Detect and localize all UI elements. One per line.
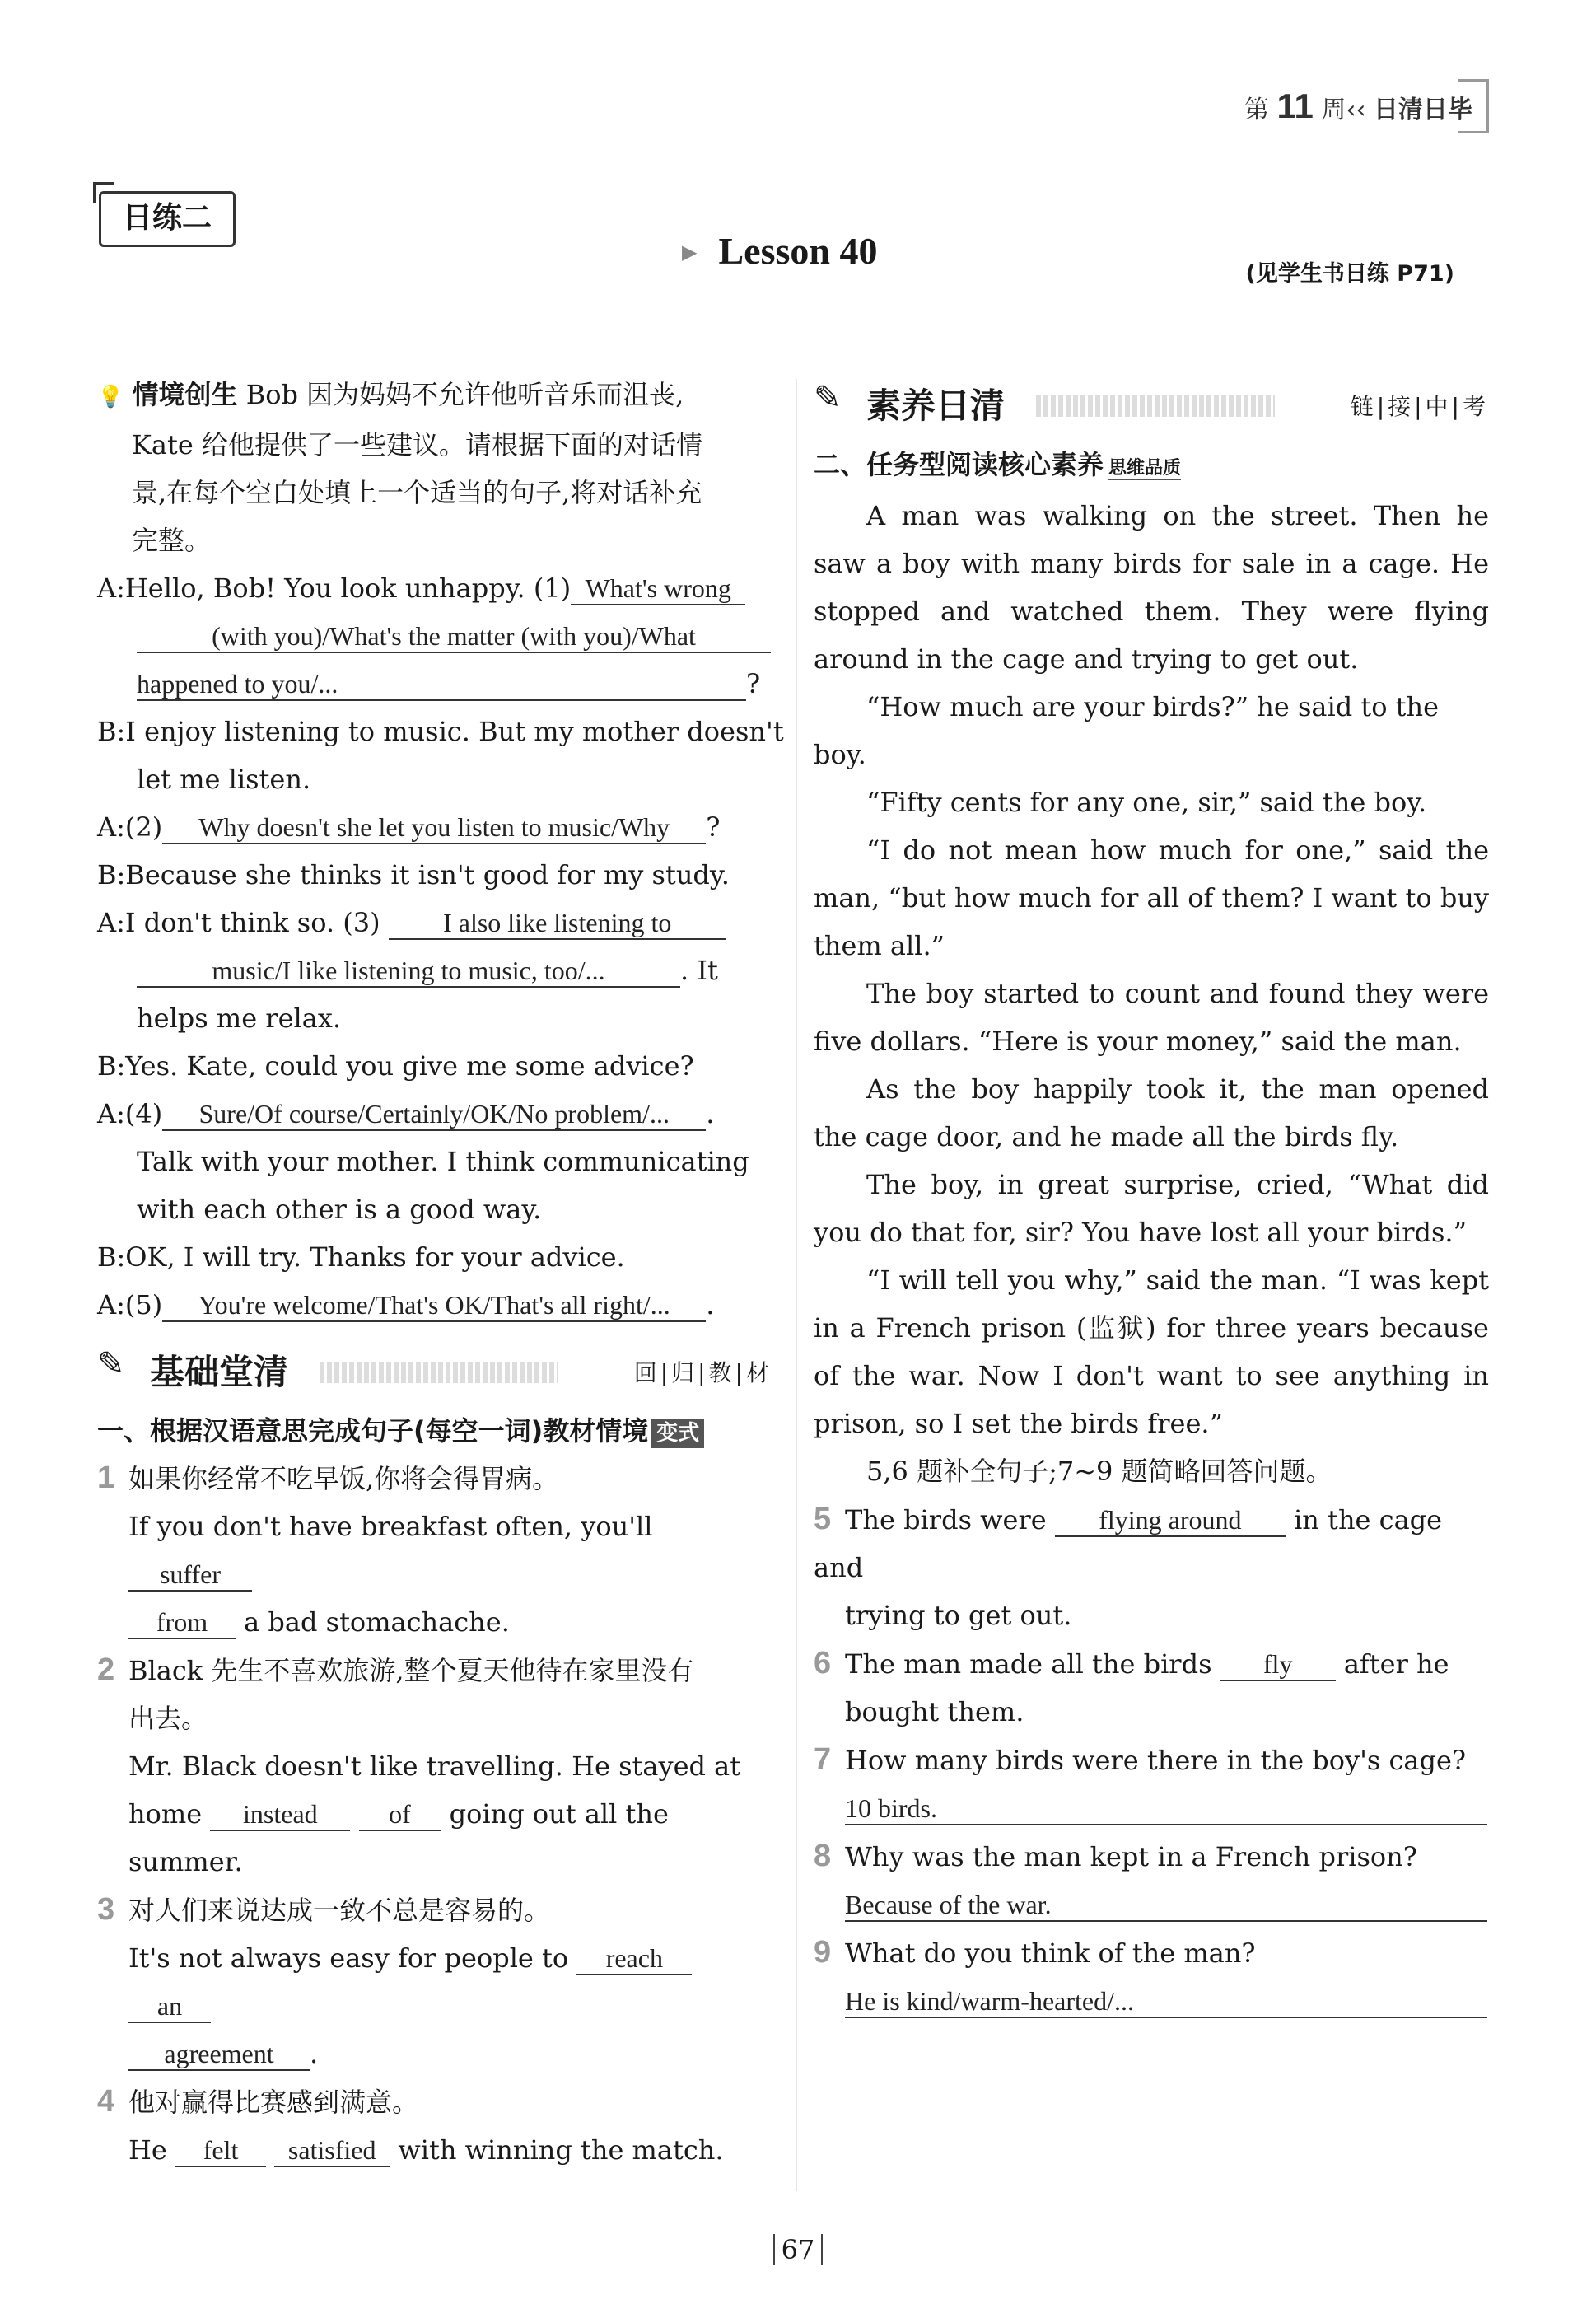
q3-answer-1: reach [576, 1943, 692, 1975]
intro-text-2: Kate 给他提供了一些建议。请根据下面的对话情 [132, 429, 702, 460]
q4-english-pre: He [128, 2134, 167, 2166]
literacy-subtitle-text: 二、任务型阅读核心素养 [814, 449, 1104, 480]
q4-answer-1: felt [175, 2135, 266, 2167]
q3-chinese: 对人们来说达成一致不总是容易的。 [128, 1895, 551, 1926]
week-suffix: 周‹‹ [1321, 96, 1366, 124]
basic-tags: 回|归|教|材 [633, 1359, 772, 1386]
dialogue-line-5c: helps me relax. [137, 1003, 342, 1034]
basic-question-4 [97, 2078, 772, 2174]
passage-paragraph-2: “How much are your birds?” he said to the boy. [814, 691, 1440, 770]
q2-answer-2: of [359, 1799, 441, 1831]
answer-3b: music/I like listening to music, too/... [137, 956, 680, 988]
answer-3a: I also like listening to [389, 908, 726, 940]
instruction: 5,6 题补全句子;7~9 题简略回答问题。 [866, 1456, 1332, 1487]
basic-question-1 [97, 1454, 772, 1646]
question-number: 8 [814, 1839, 832, 1873]
answer-1c: happened to you/... [137, 669, 746, 701]
q2-english-post: going out all the [449, 1798, 669, 1830]
dialogue-line-5 [97, 899, 772, 947]
reading-question-9 [814, 1928, 1489, 2025]
lesson-arrow-icon: ▶ [682, 241, 698, 264]
q6-post: after he [1343, 1648, 1449, 1680]
q5-answer: flying around [1055, 1505, 1286, 1537]
question-number: 4 [97, 2084, 115, 2119]
series-name: 日清日毕 [1374, 96, 1472, 124]
intro-text-1: Bob 因为妈妈不允许他听音乐而沮丧, [245, 379, 684, 410]
bulb-icon: 💡 [97, 385, 124, 409]
dialogue-line-1c [97, 660, 772, 708]
q1-answer-2: from [128, 1607, 236, 1639]
q7-answer: 10 birds. [845, 1793, 1487, 1825]
basic-question-3 [97, 1886, 772, 2078]
basic-subtitle [97, 1408, 772, 1454]
week-number: 11 [1276, 86, 1314, 125]
answer-2: Why doesn't she let you listen to music/Why [162, 812, 706, 844]
dialogue-a2-prefix: A:(2) [97, 811, 163, 843]
dialogue-line-4: B:Because she thinks it isn't good for my study. [97, 859, 730, 890]
intro [97, 371, 772, 421]
pen-icon: ✎ [97, 1345, 125, 1383]
reading-question-5 [814, 1495, 1489, 1639]
q1-chinese: 如果你经常不吃早饭,你将会得胃病。 [128, 1463, 559, 1494]
basic-subtitle-text: 一、根据汉语意思完成句子(每空一词)教材情境 [97, 1415, 649, 1447]
dialogue-a3-suffix: . It [680, 955, 718, 986]
q3-english-pre: It's not always easy for people to [128, 1942, 569, 1974]
answer-4: Sure/Of course/Certainly/OK/No problem/... [162, 1099, 706, 1131]
title-shade [1036, 395, 1275, 417]
basic-section-header [97, 1337, 772, 1403]
dialogue-a4-prefix: A:(4) [97, 1098, 163, 1129]
lesson-title: Lesson 40 [718, 230, 878, 272]
column-divider [796, 379, 797, 2191]
page-number-text: 67 [773, 2234, 824, 2265]
right-column [814, 371, 1489, 2025]
see-reference: (见学生书日练 P71) [1245, 261, 1454, 287]
reading-question-8 [814, 1832, 1489, 1928]
intro-text-3: 景,在每个空白处填上一个适当的句子,将对话补充 [132, 477, 702, 508]
q2-chinese-2: 出去。 [128, 1703, 208, 1734]
literacy-subtitle [814, 442, 1489, 492]
literacy-title: 素养日清 [866, 386, 1006, 426]
passage-paragraph-1: A man was walking on the street. Then he saw a boy with many birds for sale in a cage. He stopped and watched them. They were flying around in the cage and trying to get out. [814, 500, 1489, 675]
dialogue-line-6: B:Yes. Kate, could you give me some advice? [97, 1050, 694, 1082]
reading-question-6 [814, 1639, 1489, 1736]
literacy-note: 思维品质 [1108, 458, 1182, 479]
question-number: 7 [814, 1742, 832, 1777]
q6-pre: The man made all the birds [845, 1648, 1212, 1680]
q4-english-post: with winning the match. [398, 2134, 724, 2166]
question-number: 3 [97, 1892, 115, 1927]
intro-label: 情境创生 [132, 379, 238, 410]
week-label [1244, 86, 1472, 126]
passage-paragraph-8: “I will tell you why,” said the man. “I was kept in a French prison (监狱) for three years because of the war. Now I don't want to see anything in prison, so I set the birds free.” [814, 1264, 1489, 1439]
dialogue-line-8: B:OK, I will try. Thanks for your advice. [97, 1241, 625, 1273]
left-column [97, 371, 784, 2174]
q2-chinese-1: Black 先生不喜欢旅游,整个夏天他待在家里没有 [128, 1655, 694, 1686]
basic-question-2 [97, 1646, 772, 1886]
dialogue-line-2: B:I enjoy listening to music. But my mother doesn't [97, 716, 784, 747]
q5-post: in the cage and [814, 1504, 1443, 1583]
literacy-tags: 链|接|中|考 [1350, 393, 1489, 420]
passage-paragraph-5: The boy started to count and found they were five dollars. “Here is your money,” said the man. [814, 978, 1489, 1057]
q4-answer-2: satisfied [274, 2135, 390, 2167]
q2-english-pre: home [128, 1798, 203, 1830]
q2-english-3: summer. [128, 1846, 243, 1877]
question-number: 5 [814, 1502, 832, 1536]
q8-answer: Because of the war. [845, 1890, 1487, 1922]
q2-answer-1: instead [210, 1799, 350, 1831]
answer-1a: What's wrong [571, 573, 745, 605]
reading-question-7 [814, 1736, 1489, 1832]
dialogue-line-1 [97, 564, 772, 612]
dialogue-a5-prefix: A:(5) [97, 1289, 163, 1320]
question-number: 6 [814, 1646, 832, 1680]
q8-question: Why was the man kept in a French prison? [845, 1841, 1417, 1872]
period: . [706, 1098, 715, 1129]
answer-5: You're welcome/That's OK/That's all right/... [162, 1290, 706, 1322]
q9-answer: He is kind/warm-hearted/... [845, 1986, 1487, 2018]
q3-answer-3: agreement [128, 2039, 310, 2071]
question-mark: ? [746, 668, 761, 699]
q1-english-post: a bad stomachache. [244, 1606, 510, 1638]
period: . [706, 1289, 715, 1320]
dialogue-line-7b: Talk with your mother. I think communicating [137, 1146, 749, 1177]
dialogue-a3-prefix: A:I don't think so. (3) [97, 907, 380, 938]
dialogue-line-9 [97, 1281, 772, 1329]
dialogue-line-2b: let me listen. [137, 764, 311, 795]
basic-title: 基础堂清 [150, 1352, 289, 1392]
q4-chinese: 他对赢得比赛感到满意。 [128, 2087, 419, 2118]
question-number: 9 [814, 1935, 832, 1970]
question-mark: ? [706, 811, 721, 843]
page-number [0, 2234, 1596, 2265]
variant-tag: 变式 [651, 1419, 704, 1448]
q9-question: What do you think of the man? [845, 1937, 1256, 1969]
q2-english-1: Mr. Black doesn't like travelling. He stayed at [128, 1750, 741, 1782]
q1-english-pre: If you don't have breakfast often, you'll [128, 1511, 653, 1542]
passage-paragraph-6: As the boy happily took it, the man opened the cage door, and he made all the birds fly. [814, 1073, 1489, 1152]
dialogue-line-7c: with each other is a good way. [137, 1194, 542, 1225]
q6-continued: bought them. [845, 1696, 1024, 1727]
question-number: 2 [97, 1652, 115, 1687]
dialogue-line-3 [97, 803, 772, 851]
week-prefix: 第 [1244, 96, 1269, 124]
day-badge: 日练二 [99, 191, 236, 247]
q5-pre: The birds were [845, 1504, 1047, 1535]
dialogue-line-5b [97, 947, 772, 994]
passage-paragraph-3: “Fifty cents for any one, sir,” said the boy. [866, 787, 1427, 818]
q3-answer-2: an [128, 1991, 211, 2023]
title-shade [320, 1362, 558, 1383]
q5-continued: trying to get out. [845, 1600, 1072, 1631]
dialogue-line-7 [97, 1090, 772, 1138]
literacy-section-header [814, 371, 1489, 437]
q1-answer-1: suffer [128, 1559, 252, 1592]
dialogue-a1-prefix: A:Hello, Bob! You look unhappy. (1) [97, 573, 572, 604]
passage-paragraph-7: The boy, in great surprise, cried, “What did you do that for, sir? You have lost all your birds.” [814, 1169, 1489, 1248]
dialogue-line-1b [97, 612, 772, 660]
passage-paragraph-4: “I do not mean how much for one,” said the man, “but how much for all of them? I want to buy them all.” [814, 834, 1489, 961]
pen-icon: ✎ [814, 379, 842, 417]
q7-question: How many birds were there in the boy's cage? [845, 1745, 1467, 1776]
answer-1b: (with you)/What's the matter (with you)/What [137, 621, 771, 653]
period: . [310, 2038, 319, 2069]
q6-answer: fly [1220, 1649, 1336, 1681]
question-number: 1 [97, 1461, 115, 1495]
intro-text-4: 完整。 [132, 525, 212, 556]
